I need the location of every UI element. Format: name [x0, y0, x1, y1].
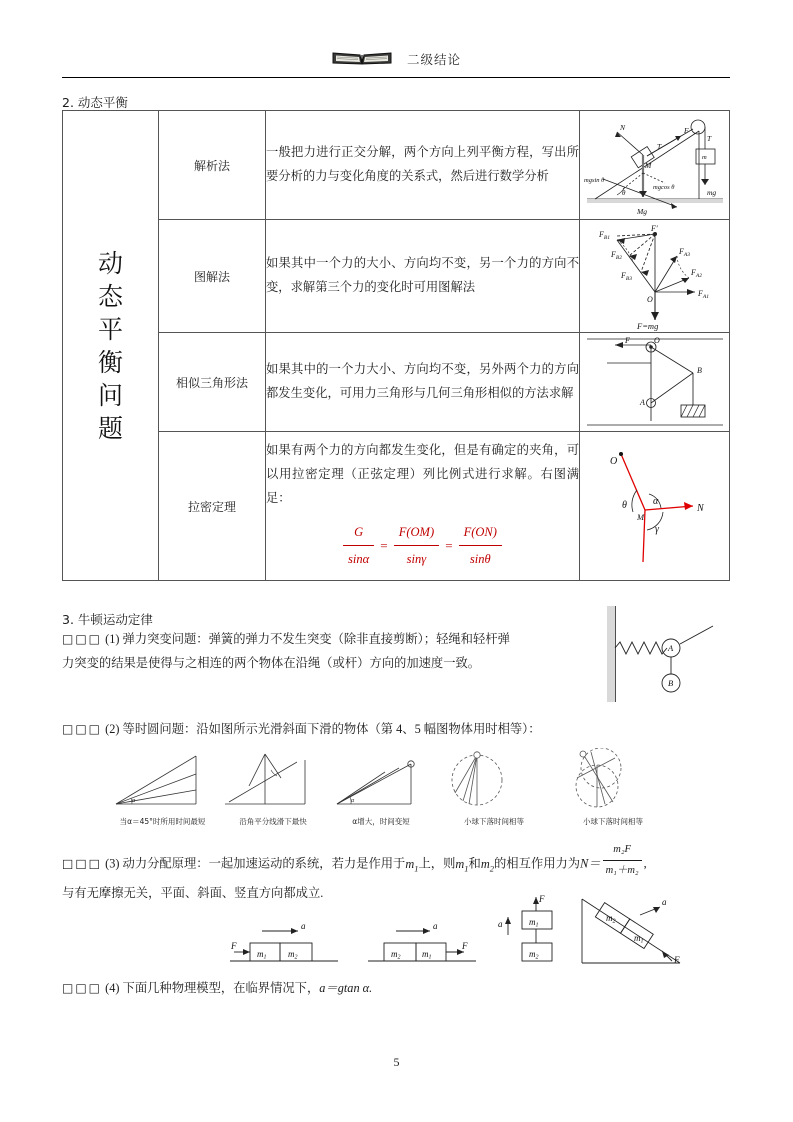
svg-text:A: A	[668, 643, 674, 653]
svg-text:O: O	[646, 295, 653, 304]
row-label-dynamic-balance-problem	[63, 111, 159, 581]
svg-text:F: F	[539, 894, 545, 904]
lami-theorem-angle-diagram	[580, 432, 730, 581]
svg-text:mgcos θ: mgcos θ	[652, 184, 674, 191]
svg-text:A: A	[639, 398, 645, 407]
method-description-analytic: 一般把力进行正交分解，两个方向上列平衡方程，写出所要分析的力与变化角度的关系式，然后进行数学分析	[266, 111, 580, 220]
svg-text:mg: mg	[706, 188, 716, 197]
item-2-figure-row	[110, 748, 670, 827]
svg-text:FA3: $F_{A3}$	[678, 247, 690, 258]
method-name-similar-triangle: 相似三角形法	[159, 333, 266, 432]
method-name-lami-theorem: 拉密定理	[159, 432, 266, 581]
svg-text:FB3: $F_{B3}$	[620, 271, 632, 282]
item-1-number: (1)	[105, 632, 120, 646]
svg-text:B: B	[668, 678, 674, 688]
svg-text:O: O	[653, 336, 660, 345]
header-divider	[62, 77, 730, 78]
svg-text:α: α	[351, 798, 355, 804]
item-3-text-b: 上，则	[418, 856, 456, 871]
svg-text:F=mg: F=mg	[636, 321, 658, 331]
formula-term: $\frac{G}{\sin\alpha}$	[343, 520, 374, 572]
equals-sign: =	[380, 537, 388, 553]
item-2-checkbox-marks: □□□	[62, 722, 103, 736]
two-blocks-on-incline-diagram	[576, 893, 686, 976]
table-row	[63, 220, 730, 333]
svg-text:m: m	[701, 154, 707, 161]
item-3-checkbox-marks: □□□	[62, 856, 103, 871]
symbol-m1: $m_1$	[405, 856, 419, 874]
label-char: 态	[97, 281, 123, 311]
formula-term: $\frac{F(ON)}{\sin\theta}$	[459, 520, 502, 572]
item-4-text: 下面几种物理模型，在临界情况下，	[122, 981, 320, 995]
svg-text:a: a	[498, 919, 503, 929]
item-4-checkbox-marks: □□□	[62, 981, 103, 995]
item-4-block	[62, 977, 682, 1001]
svg-text:T: T	[656, 142, 661, 151]
figure-caption: 沿角平分线滑下最快	[239, 817, 307, 826]
svg-text:F: F	[462, 941, 468, 951]
two-blocks-vertical-lift-diagram	[496, 893, 558, 976]
item-3-number: (3)	[105, 856, 120, 871]
method-name-graphical: 图解法	[159, 220, 266, 333]
svg-text:α: α	[132, 798, 136, 804]
svg-text:FB1: $F_{B1}$	[598, 230, 610, 241]
method-name-analytic: 解析法	[159, 111, 266, 220]
angle-bisector-fastest-diagram	[219, 752, 327, 827]
svg-text:a: a	[301, 921, 306, 931]
section-heading-dynamic-balance: 2. 动态平衡	[62, 95, 128, 110]
alpha-increase-time-shorter-diagram	[331, 752, 431, 827]
method-description-similar-triangle: 如果其中的一个力大小、方向均不变，另外两个力的方向都发生变化，可用力三角形与几何三角形相似的方法求解	[266, 333, 580, 432]
item-1-text-line-2: 力突变的结果是使得与之相连的两个物体在沿绳（或杆）方向的加速度一致。	[62, 655, 481, 670]
svg-text:m1: m1	[422, 949, 432, 961]
item-3-text-line-2: 与有无摩擦无关，平面、斜面、竖直方向都成立.	[62, 885, 324, 900]
svg-text:F: F	[624, 336, 630, 345]
equals-sign: =	[445, 537, 453, 553]
svg-text:F′: F′	[650, 224, 658, 233]
figure-caption: 小球下落时间相等	[464, 817, 524, 826]
force-fraction: $\frac{\text{m₂F}}{\text{m₁＋m₂}}$	[603, 840, 642, 882]
svg-text:θ: θ	[621, 500, 627, 511]
item-3-text-d: 的相互作用力为	[494, 856, 581, 871]
item-3-text-c: 和	[468, 856, 481, 871]
item-3-text-a: 动力分配原理：一起加速运动的系统，若力是作用于	[122, 856, 406, 871]
item-4-number: (4)	[105, 981, 120, 995]
svg-text:θ: θ	[621, 189, 625, 197]
svg-text:F: F	[674, 955, 680, 965]
method-description-graphical: 如果其中一个力的大小、方向均不变，另一个力的方向不变，求解第三个力的变化时可用图解法	[266, 220, 580, 333]
svg-text:N: N	[619, 123, 625, 132]
svg-text:m1: m1	[529, 917, 539, 929]
svg-text:m1: m1	[257, 949, 267, 961]
svg-text:FA1: $F_{A1}$	[697, 289, 709, 300]
incline-45-degrees-diagram	[110, 752, 215, 827]
svg-text:m1: m1	[634, 933, 644, 945]
svg-text:m2: m2	[391, 949, 401, 961]
table-row	[63, 432, 730, 581]
svg-text:M: M	[644, 161, 651, 170]
formula-term: $\frac{F(OM)}{\sin\gamma}$	[394, 520, 439, 572]
item-2-text: 等时圆问题：沿如图所示光滑斜面下滑的物体（第 4、5 幅图物体用时相等）：	[122, 722, 541, 736]
two-blocks-pushed-right-diagram	[226, 899, 344, 976]
svg-text:a: a	[433, 921, 438, 931]
formula-lhs: N＝	[580, 856, 601, 871]
svg-text:α: α	[652, 496, 658, 507]
label-char: 问	[97, 380, 123, 410]
svg-text:M: M	[636, 512, 644, 522]
figure-caption: 小球下落时间相等	[583, 817, 643, 826]
section-heading-newton-laws: 3. 牛顿运动定律	[62, 612, 153, 627]
item-1-block	[62, 628, 562, 676]
two-blocks-pulled-right-diagram	[364, 899, 482, 976]
spring-wall-two-balls-diagram	[605, 604, 730, 709]
similar-triangle-rod-diagram	[580, 333, 730, 432]
item-1-checkbox-marks: □□□	[62, 632, 103, 646]
item-2-number: (2)	[105, 722, 120, 736]
svg-text:FA2: $F_{A2}$	[690, 268, 702, 279]
svg-text:O: O	[609, 456, 617, 467]
svg-text:m2: m2	[288, 949, 298, 961]
header-title: 二级结论	[406, 52, 461, 67]
svg-text:F: F	[231, 941, 237, 951]
svg-text:a: a	[662, 897, 667, 907]
svg-text:γ: γ	[654, 524, 659, 535]
svg-text:m2: m2	[529, 949, 539, 961]
svg-text:N: N	[696, 503, 704, 514]
label-char: 衡	[97, 347, 123, 377]
table-row	[63, 333, 730, 432]
force-vector-triangle-diagram	[580, 220, 730, 333]
equal-time-circle-diagram-2	[557, 748, 669, 827]
figure-caption: α增大，时间变短	[352, 817, 410, 826]
svg-text:B: B	[696, 366, 702, 375]
symbol-m1: $m_1$	[455, 856, 469, 874]
lami-desc-text: 如果有两个力的方向都发生变化，但是有确定的夹角，可以用拉密定理（正弦定理）列比例式进行求解。右图满足：	[266, 442, 579, 505]
item-1-line-1	[62, 628, 562, 652]
svg-text:FB2: $F_{B2}$	[610, 250, 622, 261]
label-char: 动	[97, 248, 123, 278]
item-1-text-line-1: 弹力突变问题：弹簧的弹力不发生突变（除非直接剪断）；轻绳和轻杆弹	[122, 632, 510, 646]
item-2-block	[62, 718, 682, 742]
svg-text:F: F	[683, 126, 689, 135]
item-3-line-1: □□□ (3) 动力分配原理：一起加速运动的系统，若力是作用于$m_1$上，则$m_1$和$m_2$的相互作用力为N＝ $\frac{\text{m₂F}}{\text{m₁＋m₂}}$ ,	[62, 840, 732, 882]
svg-text:T: T	[706, 134, 711, 143]
equal-time-circle-diagram-1	[435, 748, 553, 827]
symbol-m2: $m_2$	[480, 856, 494, 874]
dynamic-balance-table	[62, 110, 730, 581]
svg-text:m2: m2	[606, 913, 616, 925]
label-char: 题	[97, 413, 123, 443]
method-description-lami-theorem	[266, 432, 580, 581]
svg-text:mgsin θ: mgsin θ	[583, 177, 604, 184]
label-char: 平	[97, 314, 123, 344]
item-4-formula: a＝gtan α.	[319, 981, 373, 995]
inclined-plane-pulley-force-diagram	[580, 111, 730, 220]
table-row	[63, 111, 730, 220]
open-book-icon	[331, 51, 393, 68]
lami-formula	[266, 520, 579, 572]
svg-text:Mg: Mg	[636, 207, 647, 216]
figure-caption: 当α＝45°时所用时间最短	[119, 817, 206, 826]
page-number: 5	[393, 1055, 400, 1069]
page-header	[62, 44, 730, 78]
item-3-figure-row	[226, 893, 686, 976]
